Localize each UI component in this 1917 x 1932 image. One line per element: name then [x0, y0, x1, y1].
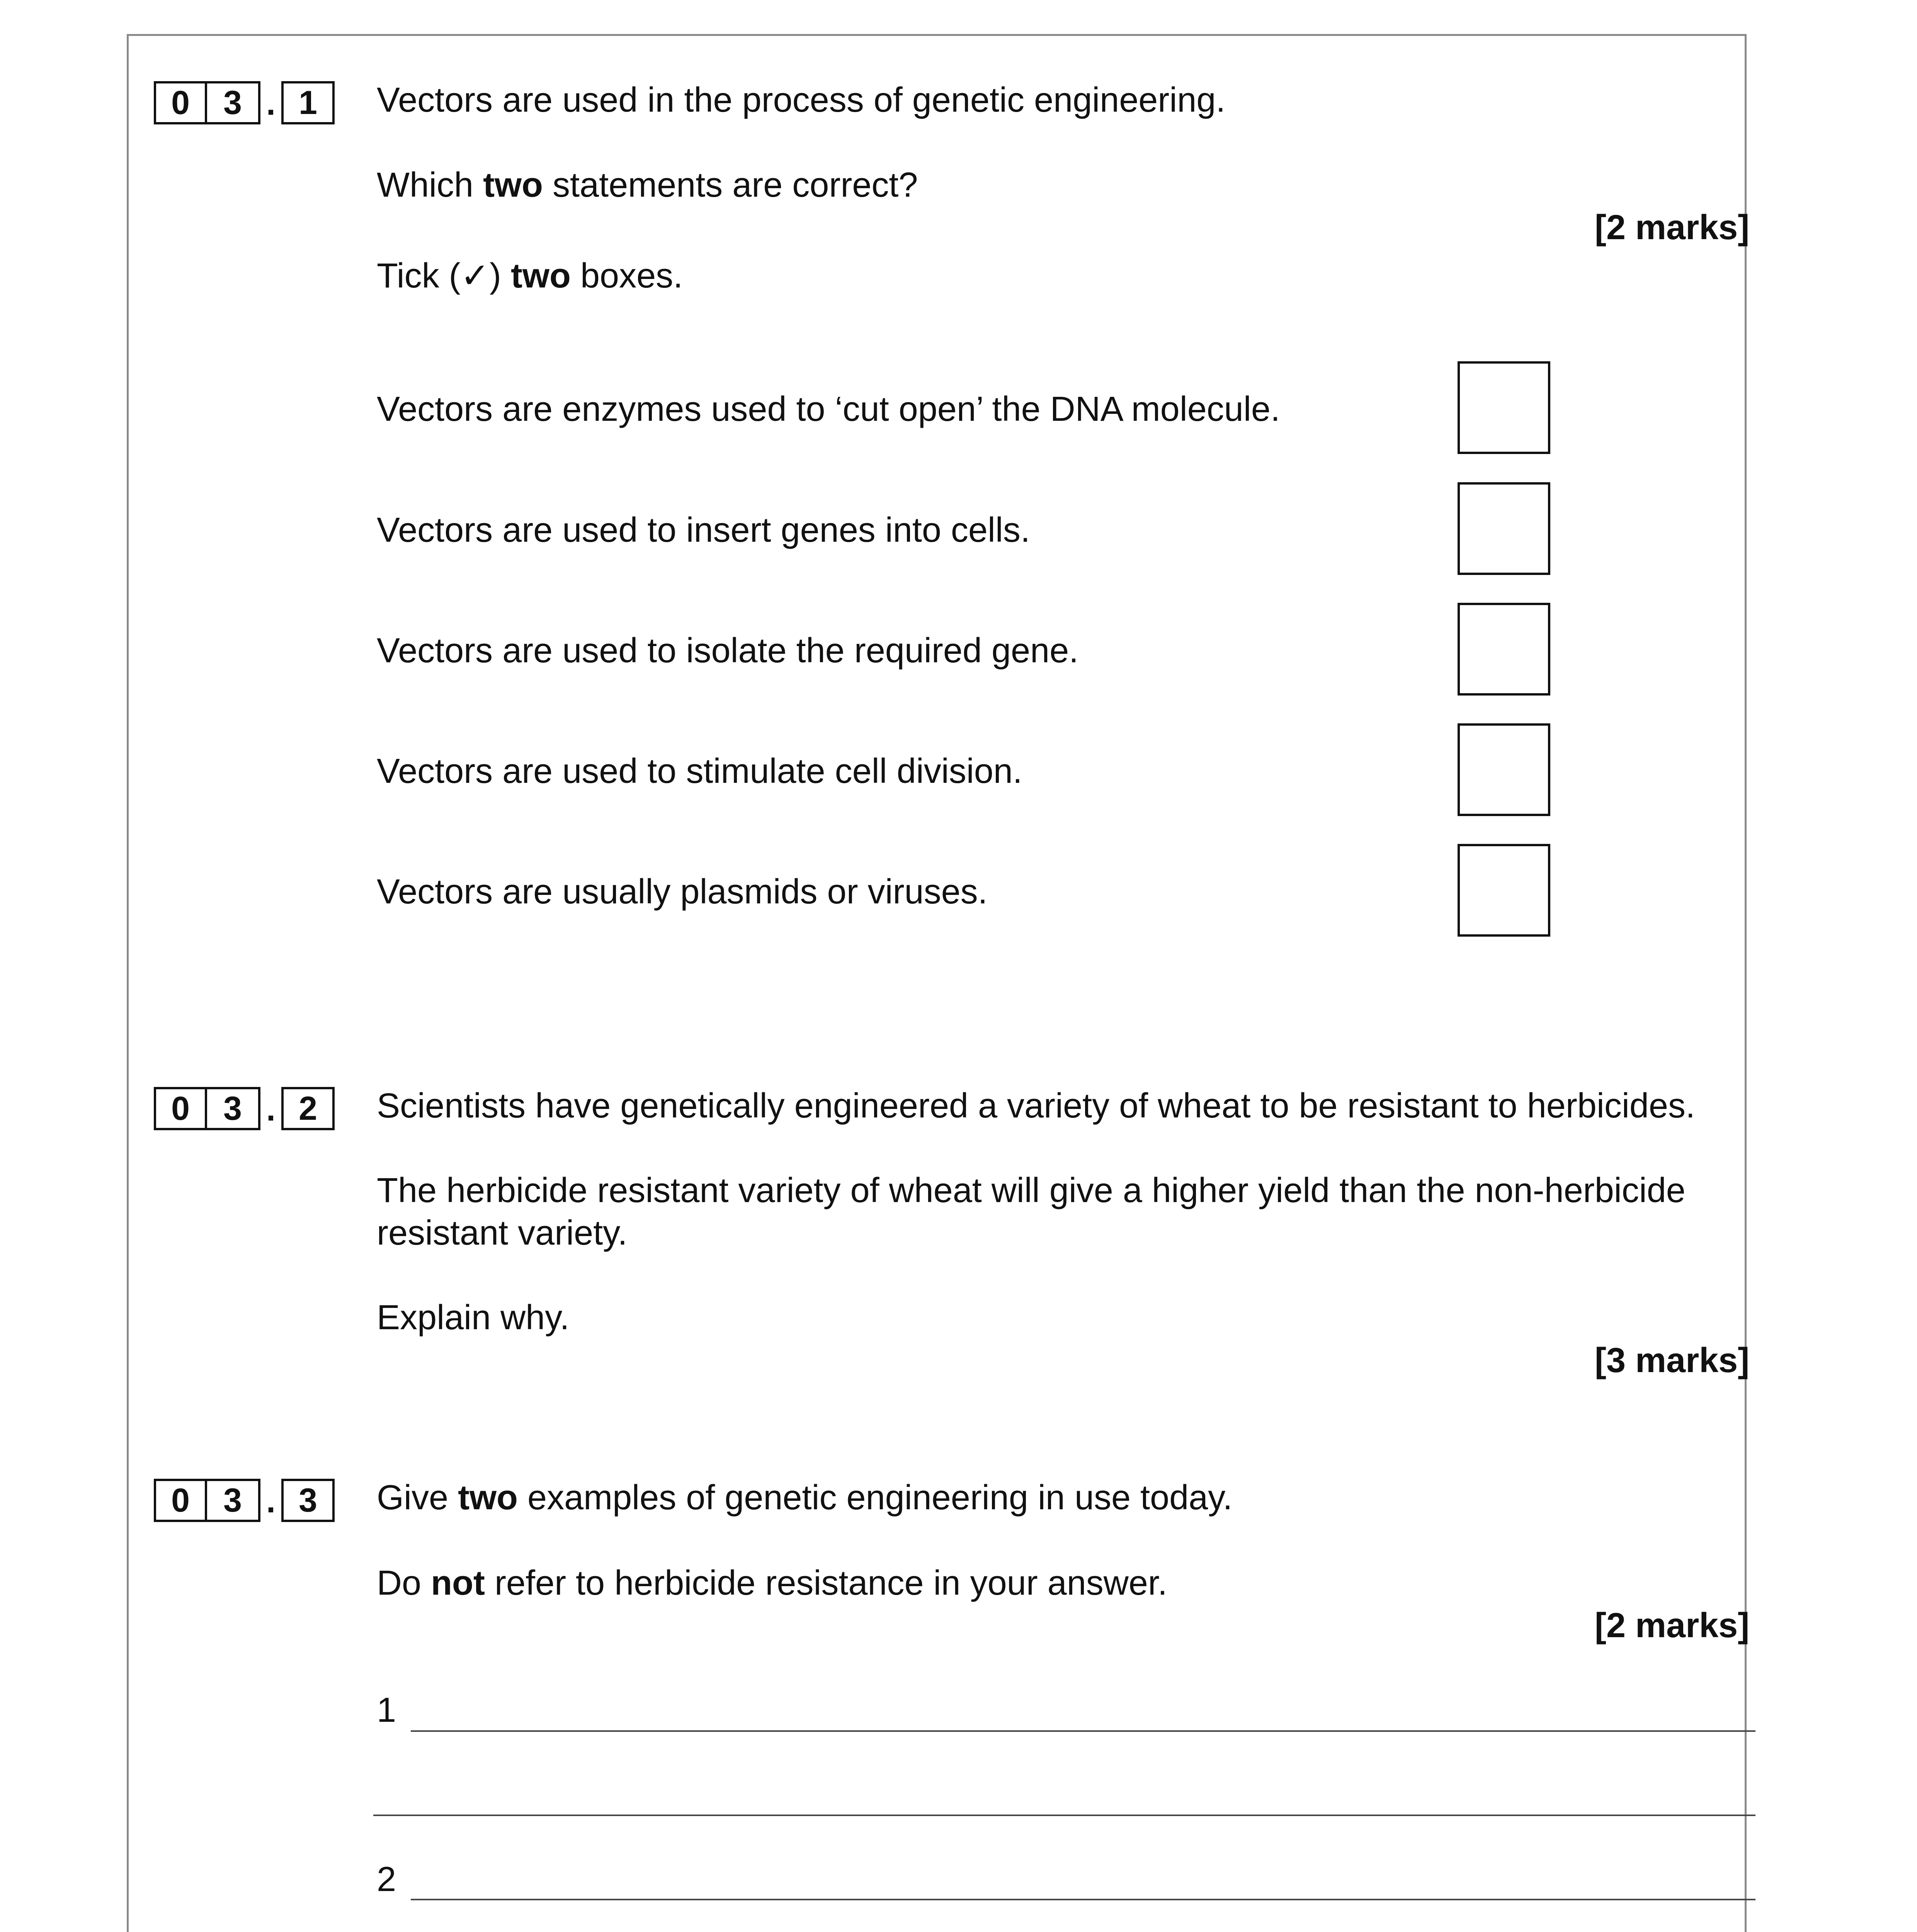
q1-question: Which two statements are correct? — [377, 166, 918, 204]
qnum-digit: 3 — [207, 81, 260, 124]
q3-line-2: Do not refer to herbicide resistance in your answer. — [377, 1564, 1167, 1602]
question-number-03-3 — [154, 1479, 335, 1522]
q2-line-2: The herbicide resistant variety of wheat will give a higher yield than the non-herbicide — [377, 1171, 1686, 1210]
q1-intro: Vectors are used in the process of genetic engineering. — [377, 81, 1226, 119]
answer-label-2: 2 — [377, 1860, 396, 1899]
q1-marks: [2 marks] — [1595, 208, 1750, 247]
q3-line-1: Give two examples of genetic engineering in use today. — [377, 1478, 1233, 1517]
page-border — [127, 34, 1750, 1932]
tick-box-3[interactable] — [1458, 603, 1550, 696]
qnum-digit: 3 — [207, 1087, 260, 1130]
q1-option-2: Vectors are used to insert genes into cells. — [377, 511, 1030, 549]
answer-label-1: 1 — [377, 1691, 396, 1730]
qnum-dot: . — [266, 1091, 276, 1128]
question-number-03-2 — [154, 1087, 335, 1130]
tick-box-1[interactable] — [1458, 361, 1550, 454]
qnum-dot: . — [266, 85, 276, 122]
q2-line-1: Scientists have genetically engineered a variety of wheat to be resistant to herbicides. — [377, 1087, 1695, 1125]
qnum-digit: 0 — [154, 81, 207, 124]
tick-box-5[interactable] — [1458, 844, 1550, 937]
answer-line[interactable] — [411, 1730, 1755, 1732]
qnum-digit: 3 — [281, 1479, 335, 1522]
question-number-03-1 — [154, 81, 335, 124]
qnum-digit: 3 — [207, 1479, 260, 1522]
q1-option-4: Vectors are used to stimulate cell division. — [377, 752, 1022, 791]
answer-line[interactable] — [411, 1899, 1755, 1900]
q1-option-1: Vectors are enzymes used to ‘cut open’ the DNA molecule. — [377, 390, 1280, 429]
qnum-digit: 1 — [281, 81, 335, 124]
qnum-digit: 0 — [154, 1479, 207, 1522]
q1-option-3: Vectors are used to isolate the required gene. — [377, 631, 1079, 670]
q2-marks: [3 marks] — [1595, 1341, 1750, 1380]
q3-marks: [2 marks] — [1595, 1606, 1750, 1645]
q1-instruction: Tick (✓) two boxes. — [377, 257, 683, 295]
q1-option-5: Vectors are usually plasmids or viruses. — [377, 872, 988, 911]
qnum-dot: . — [266, 1483, 276, 1520]
qnum-digit: 0 — [154, 1087, 207, 1130]
q2-line-3: resistant variety. — [377, 1214, 628, 1252]
tick-box-4[interactable] — [1458, 723, 1550, 816]
qnum-digit: 2 — [281, 1087, 335, 1130]
tick-box-2[interactable] — [1458, 482, 1550, 575]
q2-line-4: Explain why. — [377, 1298, 570, 1337]
answer-line[interactable] — [373, 1815, 1755, 1816]
